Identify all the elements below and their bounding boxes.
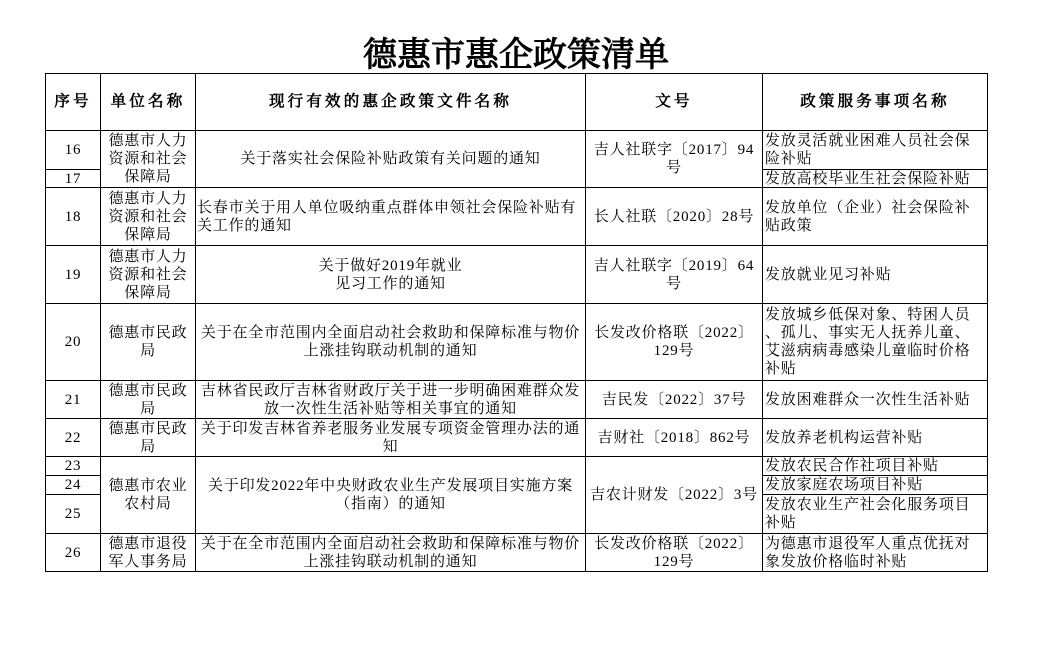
policy-document-name: 关于印发2022年中央财政农业生产发展项目实施方案 （指南）的通知 xyxy=(207,478,573,512)
unit-name: 德惠市农业 农村局 xyxy=(108,478,188,512)
serial-no: 19 xyxy=(64,266,82,283)
service-item: 发放困难群众一次性生活补贴 xyxy=(765,391,971,408)
serial-no-cell xyxy=(45,456,101,476)
service-item-cell xyxy=(762,475,988,495)
document-number: 吉农计财发〔2022〕3号 xyxy=(590,487,758,503)
header-policy-document-label: 现行有效的惠企政策文件名称 xyxy=(268,93,513,110)
document-number-cell xyxy=(585,245,763,304)
document-number-cell xyxy=(585,418,763,457)
service-item: 发放灵活就业困难人员社会保 险补贴 xyxy=(765,133,971,167)
policy-document-cell xyxy=(195,418,586,457)
document-number-cell xyxy=(585,130,763,188)
serial-no: 20 xyxy=(64,334,82,350)
serial-no: 16 xyxy=(64,142,82,158)
header-document-number-label: 文号 xyxy=(655,93,693,110)
unit-name-cell xyxy=(100,187,196,246)
document-number: 长发改价格联〔2022〕 129号 xyxy=(594,535,754,570)
service-item-cell xyxy=(762,245,988,304)
policy-document-cell xyxy=(195,303,586,381)
service-item-cell xyxy=(762,494,988,534)
unit-name: 德惠市人力 资源和社会 保障局 xyxy=(108,190,188,243)
policy-document-name: 长春市关于用人单位吸纳重点群体申领社会保险补贴有 关工作的通知 xyxy=(197,199,577,234)
serial-no-cell xyxy=(45,245,101,304)
header-unit-name-label: 单位名称 xyxy=(110,93,186,110)
document-number: 吉民发〔2022〕37号 xyxy=(601,391,747,408)
document-number-cell xyxy=(585,380,763,419)
unit-name: 德惠市退役 军人事务局 xyxy=(108,535,188,570)
serial-no-cell xyxy=(45,418,101,457)
document-number: 长人社联〔2020〕28号 xyxy=(593,208,755,225)
policy-document-cell xyxy=(195,456,586,534)
serial-no-cell xyxy=(45,303,101,381)
service-item: 发放就业见习补贴 xyxy=(765,266,892,283)
serial-no: 21 xyxy=(64,391,82,408)
unit-name-cell xyxy=(100,456,196,534)
serial-no-cell xyxy=(45,475,101,495)
document-number: 长发改价格联〔2022〕 129号 xyxy=(594,325,754,359)
serial-no: 17 xyxy=(64,170,82,187)
service-item-cell xyxy=(762,187,988,246)
unit-name-cell xyxy=(100,418,196,457)
header-service-item-label: 政策服务事项名称 xyxy=(800,93,950,110)
header-cell-document-number xyxy=(585,73,763,131)
serial-no-cell xyxy=(45,187,101,246)
serial-no-cell xyxy=(45,380,101,419)
serial-no-cell xyxy=(45,169,101,188)
header-cell-policy-document xyxy=(195,73,586,131)
serial-no-cell xyxy=(45,494,101,534)
policy-document-name: 关于印发吉林省养老服务业发展专项资金管理办法的通 知 xyxy=(200,420,581,455)
unit-name: 德惠市人力 资源和社会 保障局 xyxy=(108,248,188,301)
unit-name-cell xyxy=(100,303,196,381)
document-number-cell xyxy=(585,187,763,246)
policy-document-name: 关于在全市范围内全面启动社会救助和保障标准与物价 上涨挂钩联动机制的通知 xyxy=(200,325,581,359)
document-number-cell xyxy=(585,303,763,381)
serial-no: 25 xyxy=(64,506,82,522)
service-item: 发放城乡低保对象、特困人员 、孤儿、事实无人抚养儿童、 艾滋病病毒感染儿童临时价格 补贴 xyxy=(765,307,971,377)
unit-name-cell xyxy=(100,130,196,188)
document-number: 吉财社〔2018〕862号 xyxy=(597,429,751,446)
policy-document-cell xyxy=(195,187,586,246)
document-number-cell xyxy=(585,456,763,534)
header-cell-serial-no xyxy=(45,73,101,131)
service-item-cell xyxy=(762,303,988,381)
service-item: 发放养老机构运营补贴 xyxy=(765,429,924,446)
service-item-cell xyxy=(762,380,988,419)
policy-document-name: 关于做好2019年就业 见习工作的通知 xyxy=(318,257,463,292)
service-item-cell xyxy=(762,418,988,457)
service-item-cell xyxy=(762,169,988,188)
page-title: 德惠市惠企政策清单 xyxy=(363,36,669,74)
serial-no: 18 xyxy=(64,208,82,225)
service-item: 发放农业生产社会化服务项目 补贴 xyxy=(765,497,971,531)
policy-document-cell xyxy=(195,380,586,419)
policy-document-name: 关于在全市范围内全面启动社会救助和保障标准与物价 上涨挂钩联动机制的通知 xyxy=(200,535,581,570)
service-item-cell xyxy=(762,533,988,572)
unit-name: 德惠市民政 局 xyxy=(108,420,188,455)
serial-no: 24 xyxy=(64,477,82,493)
policy-document-name: 关于落实社会保险补贴政策有关问题的通知 xyxy=(240,151,541,167)
header-cell-unit-name xyxy=(100,73,196,131)
document-number: 吉人社联字〔2017〕94 号 xyxy=(593,142,755,176)
service-item: 发放农民合作社项目补贴 xyxy=(765,458,939,474)
service-item: 发放高校毕业生社会保险补贴 xyxy=(765,170,971,187)
header-serial-no-label: 序号 xyxy=(54,93,92,110)
service-item: 为德惠市退役军人重点优抚对 象发放价格临时补贴 xyxy=(765,535,971,570)
policy-document-cell xyxy=(195,130,586,188)
policy-document-cell xyxy=(195,533,586,572)
serial-no: 23 xyxy=(64,458,82,474)
service-item-cell xyxy=(762,130,988,170)
unit-name: 德惠市民政 局 xyxy=(108,382,188,417)
serial-no: 22 xyxy=(64,429,82,446)
unit-name-cell xyxy=(100,245,196,304)
serial-no: 26 xyxy=(64,544,82,561)
policy-document-cell xyxy=(195,245,586,304)
serial-no-cell xyxy=(45,130,101,170)
unit-name: 德惠市民政 局 xyxy=(108,325,188,359)
service-item: 发放家庭农场项目补贴 xyxy=(765,477,924,493)
serial-no-cell xyxy=(45,533,101,572)
header-cell-service-item xyxy=(762,73,988,131)
document-number: 吉人社联字〔2019〕64 号 xyxy=(593,257,755,292)
service-item: 发放单位（企业）社会保险补 贴政策 xyxy=(765,199,971,234)
policy-document-name: 吉林省民政厅吉林省财政厅关于进一步明确困难群众发 放一次性生活补贴等相关事宜的通知 xyxy=(200,382,581,417)
document-number-cell xyxy=(585,533,763,572)
unit-name: 德惠市人力 资源和社会 保障局 xyxy=(108,133,188,185)
unit-name-cell xyxy=(100,380,196,419)
service-item-cell xyxy=(762,456,988,476)
unit-name-cell xyxy=(100,533,196,572)
